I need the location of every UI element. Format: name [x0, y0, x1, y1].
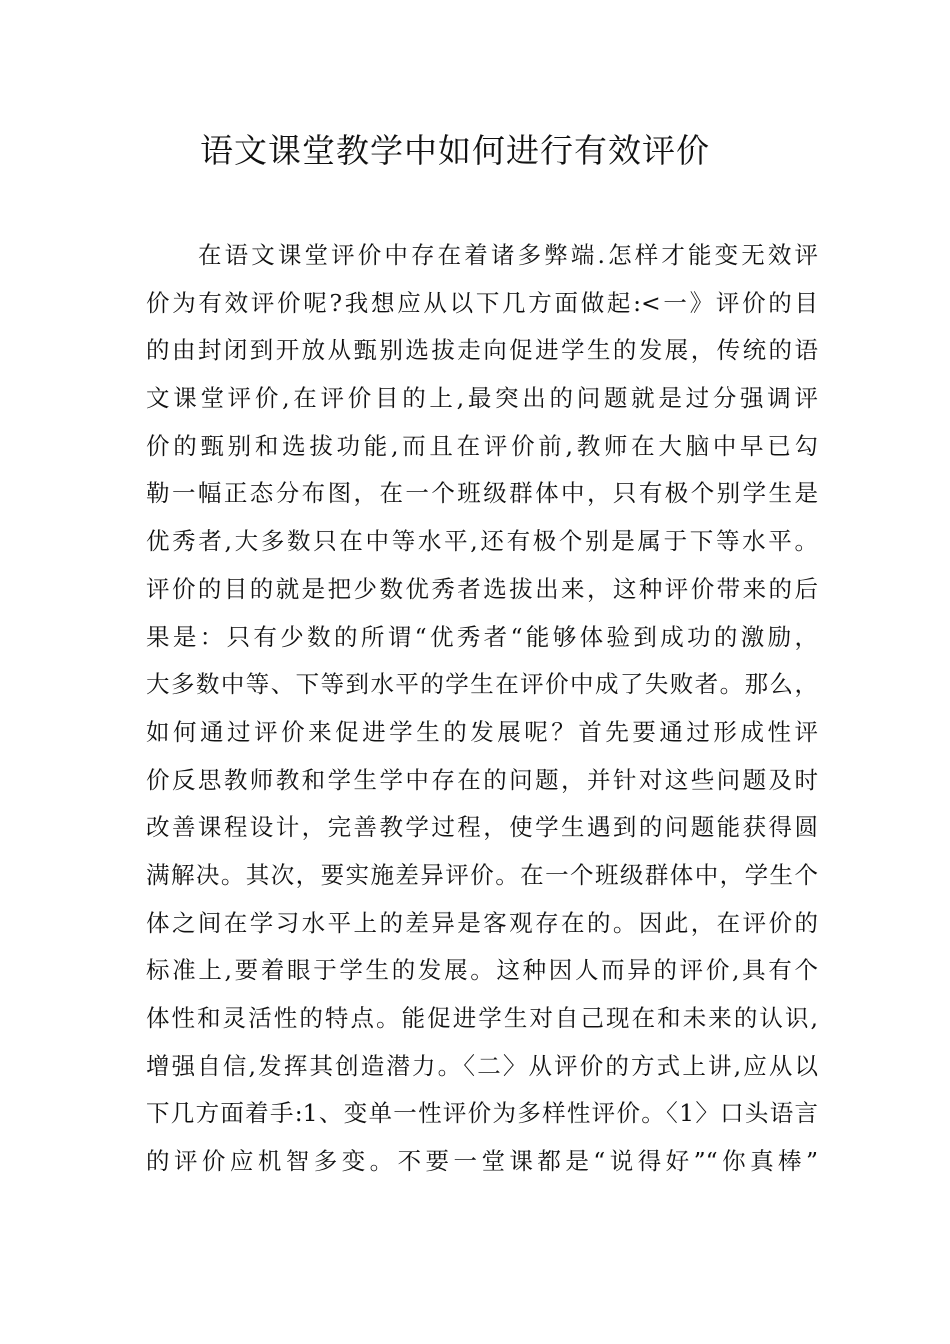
body-line: 下几方面着手:1、变单一性评价为多样性评价。〈1〉口头语言: [146, 1099, 818, 1128]
body-line: 的由封闭到开放从甄别选拔走向促进学生的发展，传统的语: [146, 336, 818, 365]
body-line: 体之间在学习水平上的差异是客观存在的。因此，在评价的: [146, 908, 818, 937]
document-title: 语文课堂教学中如何进行有效评价: [200, 131, 710, 170]
document-body: [146, 232, 818, 1186]
body-line: 勒一幅正态分布图，在一个班级群体中，只有极个别学生是: [146, 479, 818, 508]
body-line: 果是：只有少数的所谓“优秀者“能够体验到成功的激励，: [146, 622, 818, 651]
body-line: 满解决。其次，要实施差异评价。在一个班级群体中，学生个: [146, 860, 818, 889]
body-line: 在语文课堂评价中存在着诸多弊端.怎样才能变无效评: [198, 241, 818, 269]
body-line: 价为有效评价呢?我想应从以下几方面做起:<一》评价的目: [146, 288, 818, 317]
body-line: 标准上,要着眼于学生的发展。这种因人而异的评价,具有个: [146, 956, 818, 985]
body-line: 的评价应机智多变。不要一堂课都是“说得好”“你真棒”: [146, 1147, 818, 1176]
body-line: 优秀者,大多数只在中等水平,还有极个别是属于下等水平。: [146, 527, 818, 556]
body-line: 增强自信,发挥其创造潜力。〈二〉从评价的方式上讲,应从以: [146, 1051, 818, 1080]
body-line: 价的甄别和选拔功能,而且在评价前,教师在大脑中早已勾: [146, 431, 818, 460]
body-line: 如何通过评价来促进学生的发展呢？首先要通过形成性评: [146, 717, 818, 746]
body-line: 大多数中等、下等到水平的学生在评价中成了失败者。那么，: [146, 670, 818, 699]
body-line: 评价的目的就是把少数优秀者选拔出来，这种评价带来的后: [146, 574, 818, 603]
body-line: 体性和灵活性的特点。能促进学生对自己现在和未来的认识,: [146, 1004, 818, 1032]
body-line: 价反思教师教和学生学中存在的问题，并针对这些问题及时: [146, 765, 818, 794]
body-line: 改善课程设计，完善教学过程，使学生遇到的问题能获得圆: [146, 813, 818, 842]
body-line: 文课堂评价,在评价目的上,最突出的问题就是过分强调评: [146, 384, 818, 413]
